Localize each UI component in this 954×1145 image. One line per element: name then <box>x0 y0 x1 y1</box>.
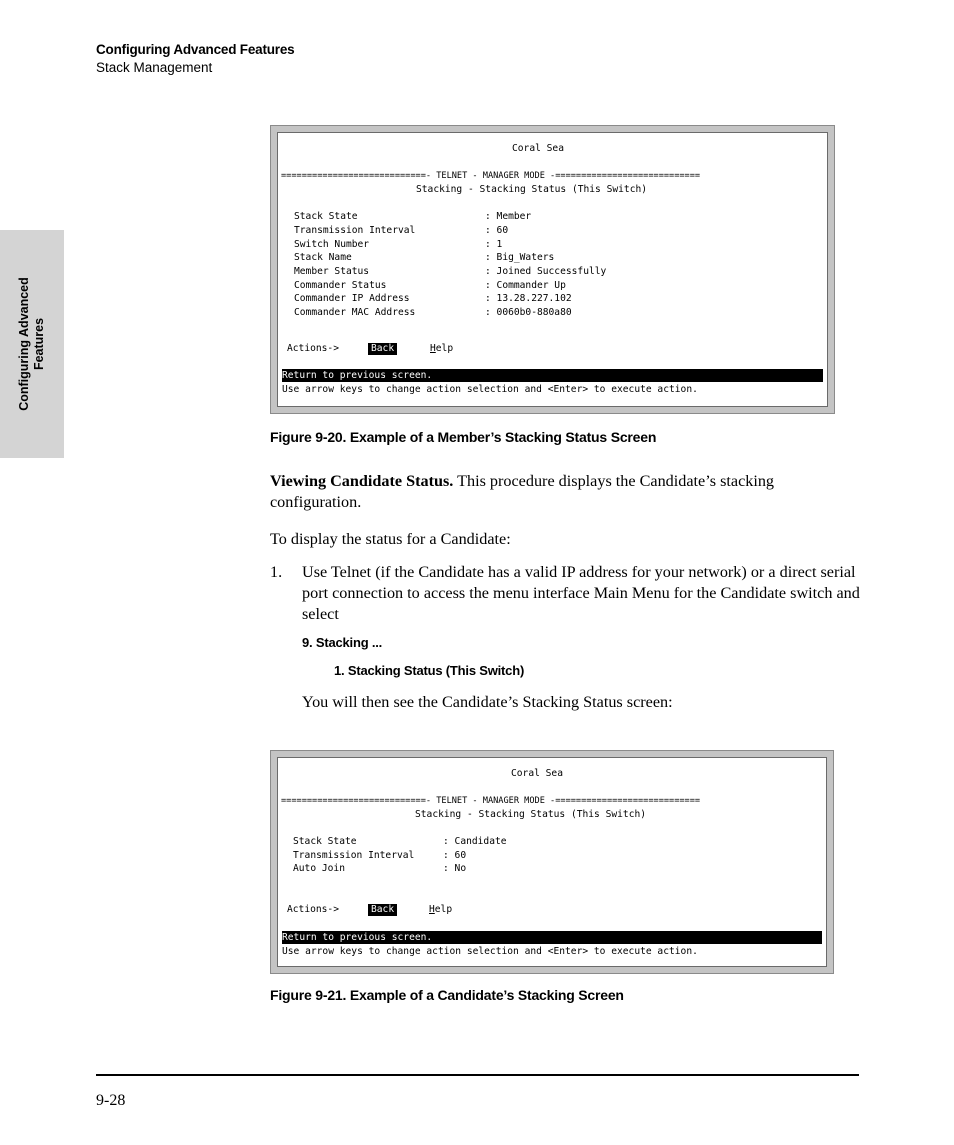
chapter-side-tab-label <box>17 277 47 411</box>
field-label: Auto Join <box>293 863 345 874</box>
footer-rule <box>96 1074 859 1076</box>
field-label: Commander IP Address <box>294 293 410 304</box>
section-intro <box>270 471 830 513</box>
page-number: 9-28 <box>96 1092 126 1109</box>
terminal-subtitle: Stacking - Stacking Status (This Switch) <box>415 809 647 820</box>
figure-caption: Figure 9-20. Example of a Member’s Stacking Status Screen <box>270 429 657 445</box>
field-value: : 60 <box>485 225 509 236</box>
field-label: Stack State <box>294 211 358 222</box>
help-action-label: elp <box>435 343 454 354</box>
field-value: : No <box>443 863 467 874</box>
candidate-status-screenshot <box>270 750 834 974</box>
side-tab-line-1: Configuring Advanced <box>17 277 31 411</box>
field-value: : Big_Waters <box>485 252 555 263</box>
terminal-screen <box>277 132 828 407</box>
status-bar: Return to previous screen. <box>282 931 822 944</box>
terminal-mode-line: ============================- TELNET - MANAGER MODE -============================ <box>281 171 701 181</box>
figure-caption: Figure 9-21. Example of a Candidate’s Stacking Screen <box>270 987 624 1003</box>
terminal-mode-line: ============================- TELNET - MANAGER MODE -============================ <box>281 796 701 806</box>
field-value: : 1 <box>485 239 503 250</box>
section-intro-text: This procedure displays the Candidate’s stacking configuration. <box>270 472 775 511</box>
field-label: Transmission Interval <box>293 850 415 861</box>
field-label: Stack Name <box>294 252 352 263</box>
terminal-title: Coral Sea <box>512 143 564 154</box>
chapter-side-tab <box>0 230 64 458</box>
field-label: Switch Number <box>294 239 370 250</box>
step-number: 1. <box>270 563 283 581</box>
help-hotkey: H <box>430 343 436 354</box>
member-status-screenshot <box>270 125 835 414</box>
field-value: : 60 <box>443 850 467 861</box>
help-hotkey: H <box>429 904 435 915</box>
field-value: : Joined Successfully <box>485 266 607 277</box>
field-label: Transmission Interval <box>294 225 416 236</box>
running-header-subtitle: Stack Management <box>96 60 213 75</box>
menu-path-level-2: 1. Stacking Status (This Switch) <box>334 663 525 678</box>
field-value: : Commander Up <box>485 280 566 291</box>
side-tab-line-2: Features <box>32 317 46 371</box>
field-value: : 13.28.227.102 <box>485 293 572 304</box>
terminal-title: Coral Sea <box>511 768 563 779</box>
actions-label: Actions-> <box>287 904 339 915</box>
terminal-subtitle: Stacking - Stacking Status (This Switch) <box>416 184 648 195</box>
display-instruction: To display the status for a Candidate: <box>270 530 511 548</box>
actions-label: Actions-> <box>287 343 339 354</box>
menu-path-level-1: 9. Stacking ... <box>302 635 383 650</box>
terminal-screen <box>277 757 827 967</box>
step-text: Use Telnet (if the Candidate has a valid IP address for your network) or a direct serial port connection to access the menu interface Main Menu for the Candidate switch and select <box>302 563 860 623</box>
help-action-label: elp <box>434 904 453 915</box>
back-action[interactable]: Back <box>368 343 397 355</box>
field-value: : Candidate <box>443 836 507 847</box>
result-text: You will then see the Candidate’s Stacking Status screen: <box>302 693 673 711</box>
status-bar: Return to previous screen. <box>282 369 823 382</box>
field-value: : 0060b0-880a80 <box>485 307 572 318</box>
help-hint: Use arrow keys to change action selection and <Enter> to execute action. <box>282 946 698 957</box>
help-action[interactable] <box>430 343 453 355</box>
field-label: Commander MAC Address <box>294 307 416 318</box>
help-hint: Use arrow keys to change action selection and <Enter> to execute action. <box>282 384 698 395</box>
section-heading: Viewing Candidate Status. <box>270 472 454 490</box>
back-action[interactable]: Back <box>368 904 397 916</box>
help-action[interactable] <box>429 904 452 916</box>
field-label: Stack State <box>293 836 357 847</box>
field-value: : Member <box>485 211 532 222</box>
field-label: Member Status <box>294 266 370 277</box>
running-header-title: Configuring Advanced Features <box>96 42 295 57</box>
field-label: Commander Status <box>294 280 387 291</box>
